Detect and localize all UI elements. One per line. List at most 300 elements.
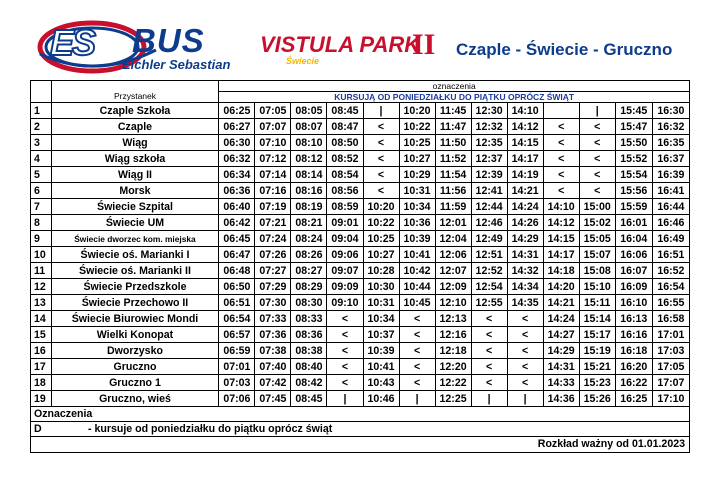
departure-time: 10:41 (363, 359, 399, 375)
departure-time: 14:36 (543, 391, 579, 407)
table-row (31, 247, 690, 263)
departure-time: 15:07 (579, 247, 615, 263)
departure-time: < (327, 327, 363, 343)
departure-time: 17:03 (652, 343, 689, 359)
departure-time: | (507, 391, 543, 407)
departure-time: 14:24 (543, 311, 579, 327)
departure-time: 14:10 (543, 199, 579, 215)
departure-time: 15:45 (615, 103, 652, 119)
departure-time: 12:32 (471, 119, 507, 135)
departure-time: 06:59 (219, 343, 255, 359)
departure-time: 16:04 (615, 231, 652, 247)
departure-time: 09:06 (327, 247, 363, 263)
stop-name: Świecie Przechowo II (51, 295, 219, 311)
departure-time: 07:29 (255, 279, 291, 295)
stop-name: Świecie UM (51, 215, 219, 231)
departure-time: 15:05 (579, 231, 615, 247)
departure-time: 15:47 (615, 119, 652, 135)
departure-time: 15:54 (615, 167, 652, 183)
row-number: 16 (31, 343, 52, 359)
departure-time: 08:12 (291, 151, 327, 167)
departure-time: 10:41 (399, 247, 435, 263)
row-number: 8 (31, 215, 52, 231)
departure-time: 10:34 (399, 199, 435, 215)
departure-time: 07:12 (255, 151, 291, 167)
table-row (31, 263, 690, 279)
departure-time: 14:24 (507, 199, 543, 215)
departure-time: 08:38 (291, 343, 327, 359)
departure-time: < (543, 167, 579, 183)
departure-time: 16:41 (652, 183, 689, 199)
row-number: 18 (31, 375, 52, 391)
vistula-park-logo-sub: Świecie (286, 56, 320, 66)
table-row (31, 359, 690, 375)
departure-time: 10:28 (363, 263, 399, 279)
departure-time: 17:10 (652, 391, 689, 407)
departure-time: 15:59 (615, 199, 652, 215)
departure-time: 10:20 (399, 103, 435, 119)
row-number: 10 (31, 247, 52, 263)
departure-time: < (471, 343, 507, 359)
table-row (31, 343, 690, 359)
departure-time: 10:43 (363, 375, 399, 391)
departure-time: 12:25 (435, 391, 471, 407)
vistula-park-logo (260, 28, 440, 76)
stop-name: Świecie oś. Marianki I (51, 247, 219, 263)
departure-time: 16:07 (615, 263, 652, 279)
departure-time: 10:44 (399, 279, 435, 295)
departure-time: 06:36 (219, 183, 255, 199)
departure-time: 06:50 (219, 279, 255, 295)
departure-time: 10:27 (363, 247, 399, 263)
departure-time: < (399, 343, 435, 359)
legend-description: - kursuje od poniedziałku do piątku oprócz świąt (88, 423, 333, 435)
departure-time: 16:25 (615, 391, 652, 407)
departure-time: | (363, 103, 399, 119)
departure-time: 06:42 (219, 215, 255, 231)
departure-time: 16:44 (652, 199, 689, 215)
departure-time: 07:16 (255, 183, 291, 199)
departure-time: 14:17 (543, 247, 579, 263)
departure-time: 14:18 (543, 263, 579, 279)
departure-time: 12:07 (435, 263, 471, 279)
departure-time: 14:12 (507, 119, 543, 135)
row-number: 12 (31, 279, 52, 295)
departure-time: 09:10 (327, 295, 363, 311)
stop-name: Świecie Szpital (51, 199, 219, 215)
departure-time: < (507, 327, 543, 343)
legend-title: Oznaczenia (34, 408, 93, 420)
departure-time: 12:52 (471, 263, 507, 279)
departure-time: 16:30 (652, 103, 689, 119)
timetable (30, 80, 690, 407)
departure-time: 08:33 (291, 311, 327, 327)
departure-time: 11:50 (435, 135, 471, 151)
table-row (31, 311, 690, 327)
departure-time: 12:35 (471, 135, 507, 151)
stop-name: Świecie oś. Marianki II (51, 263, 219, 279)
departure-time: 06:25 (219, 103, 255, 119)
departure-time: 12:49 (471, 231, 507, 247)
departure-time: 15:02 (579, 215, 615, 231)
departure-time: < (543, 183, 579, 199)
stop-name: Świecie Przedszkole (51, 279, 219, 295)
row-number: 15 (31, 327, 52, 343)
departure-time: 12:46 (471, 215, 507, 231)
departure-time: < (363, 183, 399, 199)
departure-time: 10:22 (399, 119, 435, 135)
departure-time: 14:21 (543, 295, 579, 311)
departure-time: 14:34 (507, 279, 543, 295)
departure-time: < (543, 119, 579, 135)
departure-time: 10:31 (363, 295, 399, 311)
departure-time: < (579, 167, 615, 183)
table-row (31, 231, 690, 247)
departure-time: 10:25 (363, 231, 399, 247)
departure-time: 15:19 (579, 343, 615, 359)
stop-column-header: Przystanek (51, 92, 219, 103)
departure-time: 08:56 (327, 183, 363, 199)
departure-time: 07:10 (255, 135, 291, 151)
stop-name: Gruczno 1 (51, 375, 219, 391)
departure-time: 14:15 (543, 231, 579, 247)
table-row (31, 375, 690, 391)
departure-time: 14:19 (507, 167, 543, 183)
departure-time: < (399, 311, 435, 327)
departure-time: < (399, 359, 435, 375)
esbus-logo-owner: Eichler Sebastian (122, 57, 231, 72)
esbus-logo (36, 20, 236, 74)
departure-time: 07:03 (219, 375, 255, 391)
departure-time: 12:06 (435, 247, 471, 263)
row-number: 17 (31, 359, 52, 375)
departure-time: 15:26 (579, 391, 615, 407)
departure-time: 10:37 (363, 327, 399, 343)
departure-time: 08:07 (291, 119, 327, 135)
departure-time: 12:54 (471, 279, 507, 295)
departure-time: 14:29 (543, 343, 579, 359)
departure-time: 08:47 (327, 119, 363, 135)
validity-row (30, 437, 690, 453)
departure-time: < (507, 311, 543, 327)
stop-name: Świecie dworzec kom. miejska (51, 231, 219, 247)
table-row (31, 151, 690, 167)
departure-time: 08:27 (291, 263, 327, 279)
departure-time: 10:39 (363, 343, 399, 359)
timetable-header-row-1 (31, 81, 690, 92)
row-number: 7 (31, 199, 52, 215)
departure-time: 14:29 (507, 231, 543, 247)
departure-time: 14:15 (507, 135, 543, 151)
departure-time: 12:22 (435, 375, 471, 391)
departure-time: 07:40 (255, 359, 291, 375)
departure-time: 07:45 (255, 391, 291, 407)
departure-time: 07:06 (219, 391, 255, 407)
departure-time: 14:27 (543, 327, 579, 343)
departure-time: 06:27 (219, 119, 255, 135)
departure-time: 10:30 (363, 279, 399, 295)
stop-name: Gruczno (51, 359, 219, 375)
row-number: 4 (31, 151, 52, 167)
departure-time: 08:52 (327, 151, 363, 167)
departure-time: 14:31 (543, 359, 579, 375)
departure-time: 07:07 (255, 119, 291, 135)
departure-time: < (399, 375, 435, 391)
departure-time: 10:31 (399, 183, 435, 199)
departure-time: 12:44 (471, 199, 507, 215)
departure-time: 08:29 (291, 279, 327, 295)
departure-time: 06:54 (219, 311, 255, 327)
departure-time: 09:07 (327, 263, 363, 279)
departure-time: 17:01 (652, 327, 689, 343)
departure-time: 07:36 (255, 327, 291, 343)
departure-time: 10:42 (399, 263, 435, 279)
departure-time: 16:16 (615, 327, 652, 343)
departure-time: 16:49 (652, 231, 689, 247)
departure-time: 12:55 (471, 295, 507, 311)
departure-time: < (579, 183, 615, 199)
departure-time: < (471, 327, 507, 343)
departure-time: 08:26 (291, 247, 327, 263)
row-number: 3 (31, 135, 52, 151)
row-number: 1 (31, 103, 52, 119)
departure-time: 06:47 (219, 247, 255, 263)
departure-time: 16:46 (652, 215, 689, 231)
departure-time: 14:33 (543, 375, 579, 391)
stop-name: Morsk (51, 183, 219, 199)
departure-time: 12:13 (435, 311, 471, 327)
table-row (31, 103, 690, 119)
departure-time: 06:45 (219, 231, 255, 247)
departure-time: 07:33 (255, 311, 291, 327)
stop-name: Wiąg szkoła (51, 151, 219, 167)
departure-time: 09:01 (327, 215, 363, 231)
departure-time: 16:20 (615, 359, 652, 375)
departure-time: 12:41 (471, 183, 507, 199)
departure-time: 09:04 (327, 231, 363, 247)
departure-time: 10:34 (363, 311, 399, 327)
departure-time: 15:56 (615, 183, 652, 199)
departure-time: 15:00 (579, 199, 615, 215)
service-days-header: KURSUJĄ OD PONIEDZIAŁKU DO PIĄTKU OPRÓCZ ŚWIĄT (219, 92, 690, 103)
departure-time: 06:48 (219, 263, 255, 279)
departure-time: 16:01 (615, 215, 652, 231)
departure-time: < (327, 359, 363, 375)
departure-time: 16:18 (615, 343, 652, 359)
row-number: 11 (31, 263, 52, 279)
departure-time: 10:25 (399, 135, 435, 151)
table-row (31, 391, 690, 407)
departure-time: 11:54 (435, 167, 471, 183)
departure-time: < (327, 311, 363, 327)
departure-time: 06:40 (219, 199, 255, 215)
departure-time: 10:36 (399, 215, 435, 231)
departure-time: 10:46 (363, 391, 399, 407)
departure-time: 16:58 (652, 311, 689, 327)
row-number: 14 (31, 311, 52, 327)
departure-time: 14:10 (507, 103, 543, 119)
departure-time: 12:10 (435, 295, 471, 311)
departure-time: 15:08 (579, 263, 615, 279)
row-number: 5 (31, 167, 52, 183)
timetable-header-row-2 (31, 92, 690, 103)
validity-text: Rozkład ważny od 01.01.2023 (537, 438, 685, 450)
row-number: 19 (31, 391, 52, 407)
departure-time: < (471, 375, 507, 391)
departure-time: 11:59 (435, 199, 471, 215)
departure-time: 07:21 (255, 215, 291, 231)
departure-time: 16:09 (615, 279, 652, 295)
departure-time: 17:05 (652, 359, 689, 375)
departure-time: 11:47 (435, 119, 471, 135)
departure-time: 08:19 (291, 199, 327, 215)
stop-name: Wielki Konopat (51, 327, 219, 343)
departure-time: < (471, 311, 507, 327)
table-row (31, 167, 690, 183)
departure-time: 07:19 (255, 199, 291, 215)
departure-time: < (363, 119, 399, 135)
stop-name: Wiąg (51, 135, 219, 151)
departure-time: 14:31 (507, 247, 543, 263)
departure-time: 12:09 (435, 279, 471, 295)
departure-time: < (399, 327, 435, 343)
departure-time: 06:51 (219, 295, 255, 311)
departure-time: < (363, 135, 399, 151)
departure-time: 08:05 (291, 103, 327, 119)
departure-time: 12:51 (471, 247, 507, 263)
departure-time: 08:10 (291, 135, 327, 151)
departure-time: 07:27 (255, 263, 291, 279)
stop-name: Świecie Biurowiec Mondi (51, 311, 219, 327)
row-number: 9 (31, 231, 52, 247)
table-row (31, 215, 690, 231)
departure-time: 14:26 (507, 215, 543, 231)
departure-time: 16:52 (652, 263, 689, 279)
departure-time: 08:14 (291, 167, 327, 183)
departure-time: 09:09 (327, 279, 363, 295)
departure-time: < (507, 359, 543, 375)
departure-time: 12:39 (471, 167, 507, 183)
departure-time: 07:01 (219, 359, 255, 375)
departure-time: 08:30 (291, 295, 327, 311)
departure-time: < (471, 359, 507, 375)
table-row (31, 183, 690, 199)
departure-time: 06:34 (219, 167, 255, 183)
departure-time: 16:37 (652, 151, 689, 167)
departure-time: 16:55 (652, 295, 689, 311)
departure-time: 08:45 (291, 391, 327, 407)
departure-time: 11:52 (435, 151, 471, 167)
stop-name: Wiąg II (51, 167, 219, 183)
departure-time: < (327, 375, 363, 391)
esbus-logo-letters: ES (50, 22, 95, 63)
departure-time: 14:32 (507, 263, 543, 279)
departure-time: 08:16 (291, 183, 327, 199)
departure-time: 15:23 (579, 375, 615, 391)
departure-time: 10:39 (399, 231, 435, 247)
departure-time: 14:12 (543, 215, 579, 231)
departure-time: 15:17 (579, 327, 615, 343)
departure-time: 16:10 (615, 295, 652, 311)
esbus-logo-brand: BUS (132, 22, 205, 59)
row-number: 2 (31, 119, 52, 135)
departure-time: 12:37 (471, 151, 507, 167)
departure-time: 16:39 (652, 167, 689, 183)
departure-time: | (327, 391, 363, 407)
departure-time: 07:24 (255, 231, 291, 247)
departure-time: 12:30 (471, 103, 507, 119)
departure-time: < (579, 119, 615, 135)
departure-time: 16:51 (652, 247, 689, 263)
legend-code: D (34, 423, 42, 435)
departure-time: 08:36 (291, 327, 327, 343)
legend-title-row (30, 407, 690, 422)
departure-time: < (507, 343, 543, 359)
departure-time: 14:17 (507, 151, 543, 167)
departure-time: 12:01 (435, 215, 471, 231)
departure-time: 06:30 (219, 135, 255, 151)
departure-time: 07:05 (255, 103, 291, 119)
departure-time: 16:35 (652, 135, 689, 151)
departure-time: 10:22 (363, 215, 399, 231)
departure-time: < (327, 343, 363, 359)
departure-time: 14:20 (543, 279, 579, 295)
route-title: Czaple - Świecie - Gruczno (456, 40, 673, 59)
departure-time: 15:50 (615, 135, 652, 151)
markings-header: oznaczenia (219, 81, 690, 92)
departure-time: 10:20 (363, 199, 399, 215)
stop-name: Gruczno, wieś (51, 391, 219, 407)
stop-name: Czaple Szkoła (51, 103, 219, 119)
departure-time: 07:42 (255, 375, 291, 391)
table-row (31, 295, 690, 311)
departure-time: 12:04 (435, 231, 471, 247)
departure-time: 08:40 (291, 359, 327, 375)
departure-time: 07:14 (255, 167, 291, 183)
departure-time: 10:27 (399, 151, 435, 167)
departure-time: < (579, 151, 615, 167)
departure-time: 15:11 (579, 295, 615, 311)
departure-time: 15:14 (579, 311, 615, 327)
table-row (31, 119, 690, 135)
departure-time: 17:07 (652, 375, 689, 391)
timetable-footer (30, 407, 690, 453)
departure-time: 16:22 (615, 375, 652, 391)
stop-name: Czaple (51, 119, 219, 135)
departure-time: 10:29 (399, 167, 435, 183)
stop-name: Dworzysko (51, 343, 219, 359)
departure-time: < (543, 135, 579, 151)
table-row (31, 327, 690, 343)
departure-time: 10:45 (399, 295, 435, 311)
departure-time: 11:45 (435, 103, 471, 119)
vistula-park-logo-roman: II (412, 28, 436, 61)
legend-row (30, 422, 690, 437)
departure-time: 08:45 (327, 103, 363, 119)
departure-time: 11:56 (435, 183, 471, 199)
departure-time: < (363, 167, 399, 183)
table-row (31, 135, 690, 151)
departure-time: 14:21 (507, 183, 543, 199)
departure-time: 15:21 (579, 359, 615, 375)
departure-time: 08:54 (327, 167, 363, 183)
departure-time: 07:26 (255, 247, 291, 263)
departure-time: 16:13 (615, 311, 652, 327)
departure-time: | (579, 103, 615, 119)
vistula-park-logo-word: VISTULA PARK (260, 32, 421, 57)
departure-time: 14:35 (507, 295, 543, 311)
departure-time: 16:54 (652, 279, 689, 295)
